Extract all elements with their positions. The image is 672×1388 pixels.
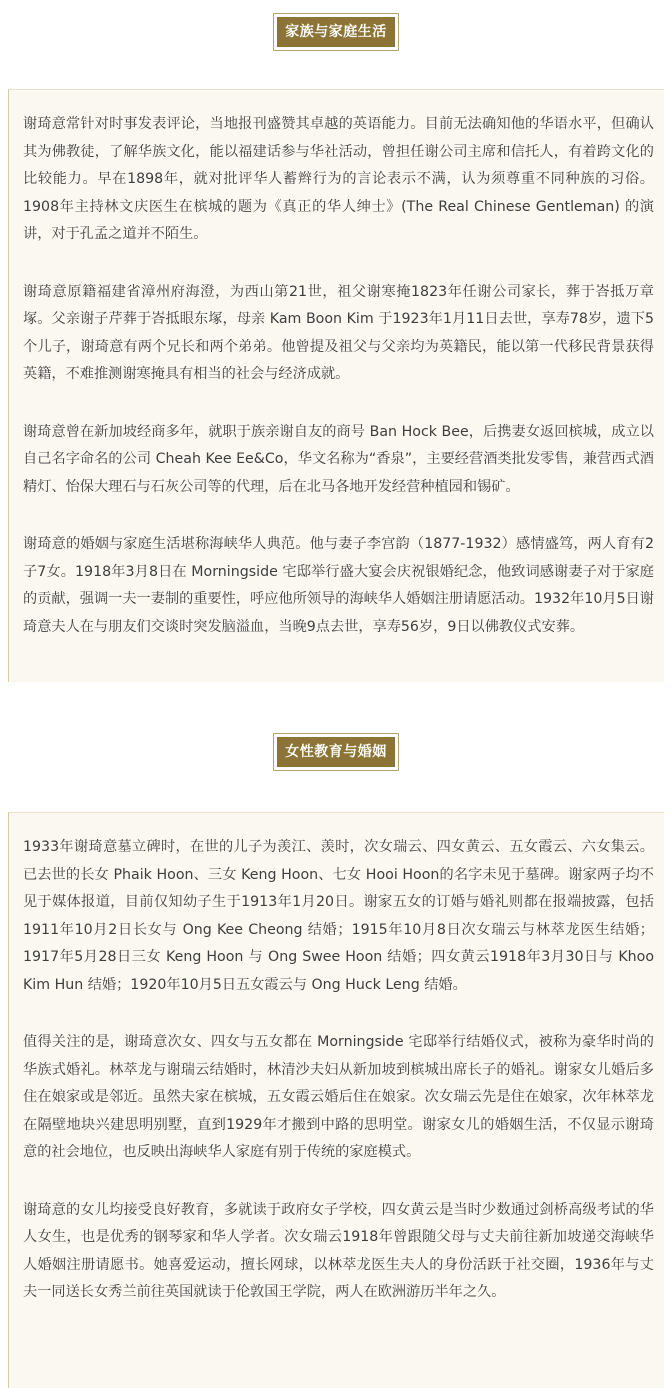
heading-label: 家族与家庭生活: [277, 17, 395, 47]
paragraph: 值得关注的是，谢琦意次女、四女与五女都在 Morningside 宅邸举行结婚仪式，被称为豪华时尚的华族式婚礼。林萃龙与谢瑞云结婚时，林清沙夫妇从新加坡到槟城出席长子的婚礼。谢家女儿婚后多住在娘家或是邻近。虽然夫家在槟城，五女霞云婚后住在娘家。次女瑞云先是住在娘家，次年林萃龙在隔壁地块兴建思明别墅，直到1929年才搬到中路的思明堂。谢家女儿的婚姻生活，不仅显示谢琦意的社会地位，也反映出海峡华人家庭有别于传统的家庭模式。: [23, 1034, 654, 1160]
paragraph: 谢琦意曾在新加坡经商多年，就职于族亲谢自友的商号 Ban Hock Bee，后携妻女返回槟城，成立以自己名字命名的公司 Cheah Kee Ee&Co，华文名称为“香泉”，主要经营酒类批发零售，兼营西式酒精灯、怡保大理石与石灰公司等的代理，后在北马各地开发经营种植园和锡矿。: [23, 423, 654, 495]
heading-frame: [273, 733, 399, 771]
paragraph: 谢琦意原籍福建省漳州府海澄，为西山第21世，祖父谢寒掩1823年任谢公司家长，葬于峇抵万章塚。父亲谢子芹葬于峇抵眼东塚，母亲 Kam Boon Kim 于1923年1月11日去世，享寿78岁，遗下5个儿子，谢琦意有两个兄长和两个弟弟。他曾提及祖父与父亲均为英籍民，能以第一代移民背景获得英籍，不难推测谢寒掩具有相当的社会与经济成就。: [23, 283, 654, 382]
heading-label: 女性教育与婚姻: [277, 737, 395, 767]
paragraph: 谢琦意的婚姻与家庭生活堪称海峡华人典范。他与妻子李宫韵（1877-1932）感情盛笃，两人育有2子7女。1918年3月8日在 Morningside 宅邸举行盛大宴会庆祝银婚纪念，他致词感谢妻子对于家庭的贡献，强调一夫一妻制的重要性，呼应他所领导的海峡华人婚姻注册请愿活动。1932年10月5日谢琦意夫人在与朋友们交谈时突发脑溢血，当晚9点去世，享寿56岁，9日以佛教仪式安葬。: [23, 536, 654, 635]
paragraph: 谢琦意的女儿均接受良好教育，多就读于政府女子学校，四女黄云是当时少数通过剑桥高级考试的华人女生，也是优秀的钢琴家和华人学者。次女瑞云1918年曾跟随父母与丈夫前往新加坡递交海峡华人婚姻注册请愿书。她喜爱运动，擅长网球，以林萃龙医生夫人的身份活跃于社交圈，1936年与丈夫一同送长女秀兰前往英国就读于伦敦国王学院，两人在欧洲游历半年之久。: [23, 1201, 654, 1300]
text-box-family: [8, 89, 664, 682]
text-box-education: [8, 812, 664, 1388]
section-heading-family: [0, 13, 672, 51]
paragraph: 1933年谢琦意墓立碑时，在世的儿子为羡江、羡时，次女瑞云、四女黄云、五女霞云、六女集云。已去世的长女 Phaik Hoon、三女 Keng Hoon、七女 Hooi Hoon的名字未见于墓碑。谢家两子均不见于媒体报道，目前仅知幼子生于1913年1月20日。谢家五女的订婚与婚礼则都在报端披露，包括1911年10月2日长女与 Ong Kee Cheong 结婚；1915年10月8日次女瑞云与林萃龙医生结婚；1917年5月28日三女 Keng Hoon 与 Ong Swee Hoon 结婚；四女黄云1918年3月30日与 Khoo Kim Hun 结婚；1920年10月5日五女霞云与 Ong Huck Leng 结婚。: [23, 839, 654, 993]
heading-frame: [273, 13, 399, 51]
paragraph: 谢琦意常针对时事发表评论，当地报刊盛赞其卓越的英语能力。目前无法确知他的华语水平，但确认其为佛教徒，了解华族文化，能以福建话参与华社活动，曾担任谢公司主席和信托人，有着跨文化的比较能力。早在1898年，就对批评华人蓄辫行为的言论表示不满，认为须尊重不同种族的习俗。1908年主持林文庆医生在槟城的题为《真正的华人绅士》(The Real Chinese Gentleman) 的演讲，对于孔孟之道并不陌生。: [23, 116, 654, 242]
section-heading-education: [0, 733, 672, 771]
